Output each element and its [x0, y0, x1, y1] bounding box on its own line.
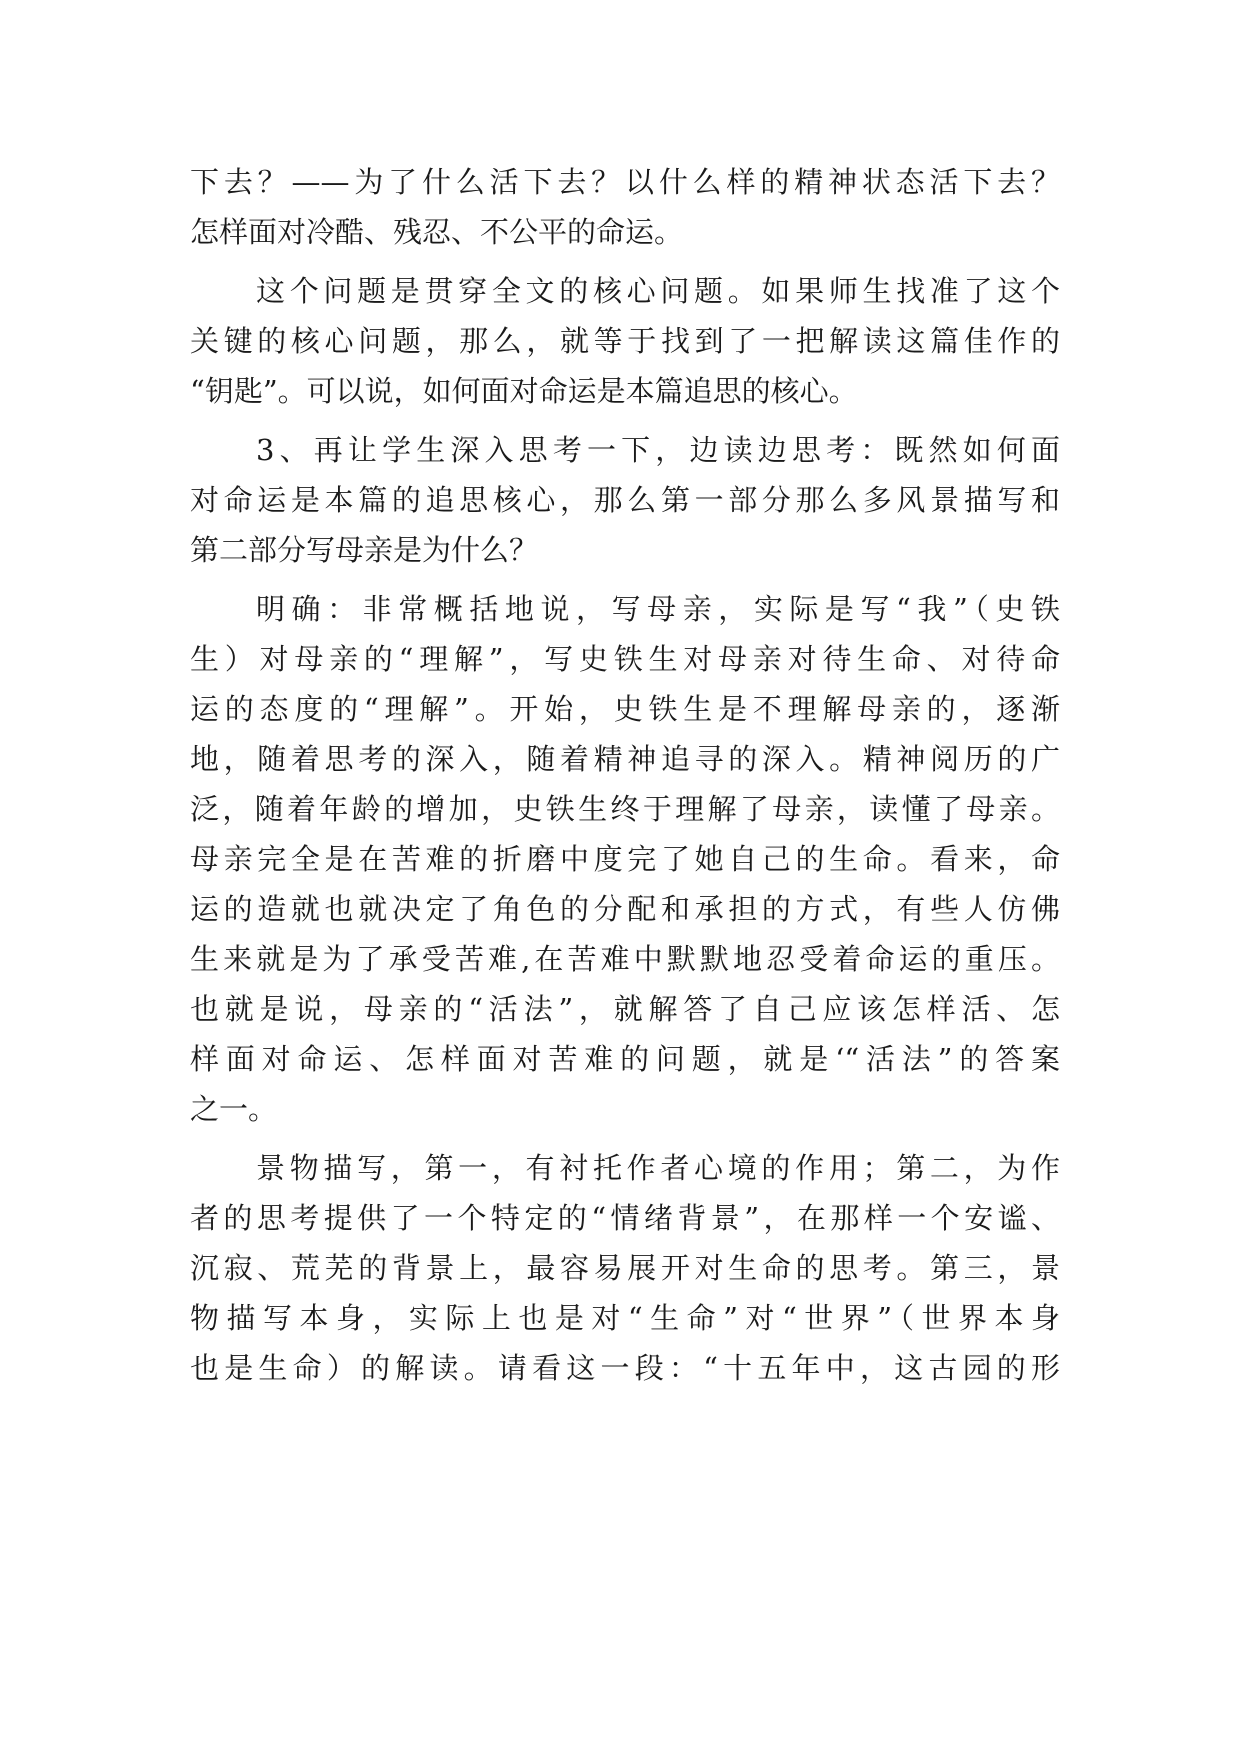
text-line: 下去？——为了什么活下去？以什么样的精神状态活下去？	[190, 165, 1060, 199]
text-line: 也是生命）的解读。请看这一段：“十五年中，这古园的形	[190, 1351, 1060, 1385]
text-line: 运的造就也就决定了角色的分配和承担的方式，有些人仿佛	[190, 892, 1060, 926]
text-line: 第二部分写母亲是为什么？	[190, 533, 539, 567]
text-line: 景物描写，第一，有衬托作者心境的作用；第二，为作	[256, 1151, 1060, 1185]
text-line: 之一。	[190, 1092, 278, 1126]
text-line: 者的思考提供了一个特定的“情绪背景”，在那样一个安谧、	[190, 1201, 1060, 1235]
text-line: 运的态度的“理解”。开始，史铁生是不理解母亲的，逐渐	[190, 692, 1060, 726]
text-line: 生）对母亲的“理解”，写史铁生对母亲对待生命、对待命	[190, 642, 1060, 676]
text-line: 对命运是本篇的追思核心，那么第一部分那么多风景描写和	[190, 483, 1060, 517]
text-line: 物描写本身，实际上也是对“生命”对“世界”（世界本身	[190, 1301, 1060, 1335]
text-line: 怎样面对冷酷、残忍、不公平的命运。	[190, 215, 684, 249]
text-line: 母亲完全是在苦难的折磨中度完了她自己的生命。看来，命	[190, 842, 1060, 876]
text-line: 沉寂、荒芜的背景上，最容易展开对生命的思考。第三，景	[190, 1251, 1060, 1285]
text-line: 3、再让学生深入思考一下，边读边思考：既然如何面	[256, 433, 1060, 467]
text-line: 也就是说，母亲的“活法”，就解答了自己应该怎样活、怎	[190, 992, 1060, 1026]
text-line: 这个问题是贯穿全文的核心问题。如果师生找准了这个	[256, 274, 1060, 308]
text-line: 泛，随着年龄的增加，史铁生终于理解了母亲，读懂了母亲。	[190, 792, 1060, 826]
text-line: 样面对命运、怎样面对苦难的问题，就是‘“活法”的答案	[190, 1042, 1060, 1076]
text-line: “钥匙”。可以说，如何面对命运是本篇追思的核心。	[190, 374, 858, 408]
text-line: 关键的核心问题，那么，就等于找到了一把解读这篇佳作的	[190, 324, 1060, 358]
text-line: 生来就是为了承受苦难,在苦难中默默地忍受着命运的重压。	[190, 942, 1060, 976]
text-line: 地，随着思考的深入，随着精神追寻的深入。精神阅历的广	[190, 742, 1060, 776]
text-line: 明确：非常概括地说，写母亲，实际是写“我”（史铁	[256, 592, 1060, 626]
